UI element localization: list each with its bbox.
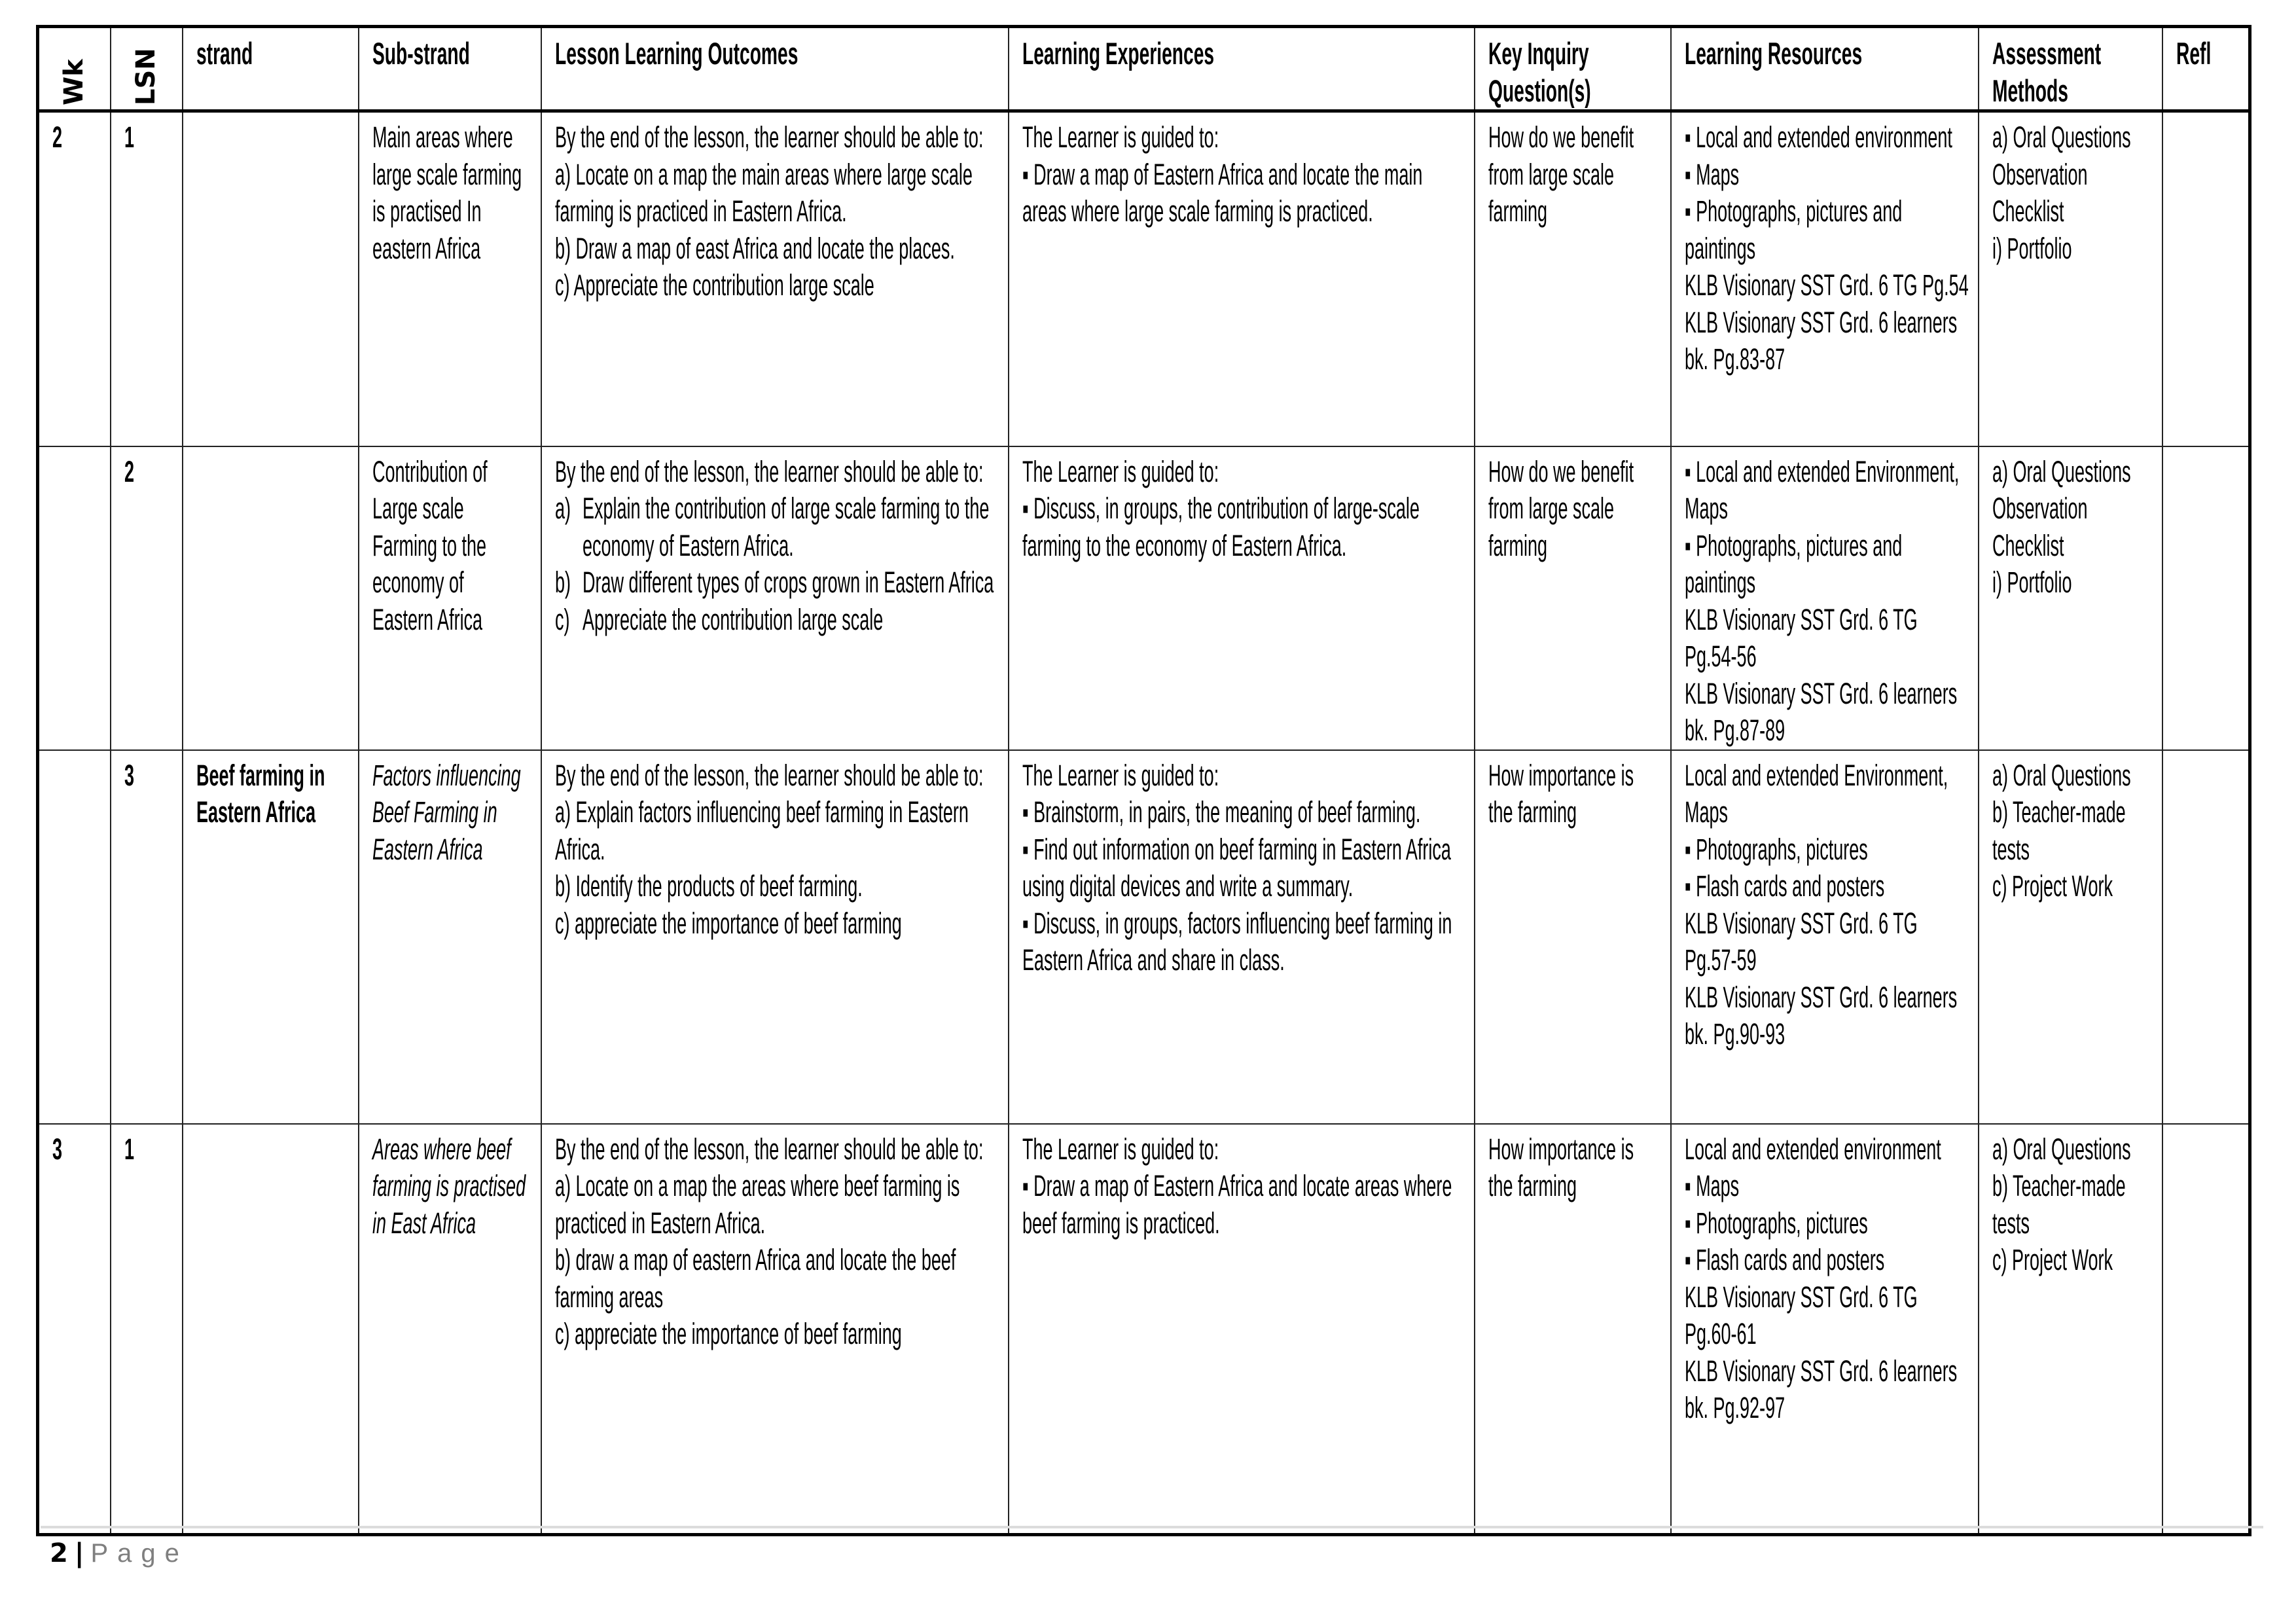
outcome-item: a) Locate on a map the areas where beef farming is practiced in Eastern Africa. bbox=[554, 1169, 960, 1240]
cell-reflection bbox=[2162, 750, 2250, 1124]
cell-experiences bbox=[1009, 750, 1475, 1124]
outcome-item: c) Appreciate the contribution large scale bbox=[554, 602, 883, 636]
cell-assessment bbox=[1979, 111, 2162, 446]
inquiry-question: How importance is the farming bbox=[1488, 1132, 1634, 1202]
assessment-item: Observation bbox=[1992, 492, 2088, 525]
experiences-block bbox=[1022, 119, 1466, 230]
outcomes-block bbox=[555, 757, 999, 943]
lesson-row bbox=[38, 446, 2250, 750]
outcome-item: b) Draw a map of east Africa and locate the places. bbox=[554, 231, 955, 265]
outcomes-intro: By the end of the lesson, the learner should be able to: bbox=[554, 454, 983, 488]
cell-reflection bbox=[2162, 111, 2250, 446]
cell-inquiry bbox=[1475, 750, 1671, 1124]
resource-item: KLB Visionary SST Grd. 6 learners bk. Pg.87-89 bbox=[1684, 676, 1957, 747]
assessment-list bbox=[1992, 454, 2153, 602]
experiences-block bbox=[1022, 454, 1466, 565]
outcome-item: b) Draw different types of crops grown in Eastern Africa bbox=[554, 566, 994, 599]
experiences-intro: The Learner is guided to: bbox=[1022, 454, 1219, 488]
experience-item: ▪ Draw a map of Eastern Africa and locate the main areas where large scale farming is practiced. bbox=[1022, 157, 1422, 228]
cell-outcomes bbox=[541, 111, 1009, 446]
sub-strand-text: Areas where beef farming is practised in East Africa bbox=[372, 1132, 526, 1240]
bullet-icon: ▪ bbox=[1022, 1169, 1029, 1202]
resource-item: ▪ Flash cards and posters bbox=[1684, 869, 1884, 903]
header-sub-strand: Sub-strand bbox=[359, 27, 541, 111]
resource-item: KLB Visionary SST Grd. 6 TG Pg.54-56 bbox=[1684, 602, 1918, 673]
cell-inquiry bbox=[1475, 111, 1671, 446]
lesson-number: 2 bbox=[124, 454, 134, 488]
sub-strand-text: Main areas where large scale farming is practised In eastern Africa bbox=[372, 120, 522, 265]
cell-outcomes bbox=[541, 750, 1009, 1124]
resource-item: ▪ Photographs, pictures bbox=[1684, 1206, 1868, 1240]
lesson-number: 1 bbox=[124, 1132, 134, 1166]
outcome-item: a) Explain the contribution of large scale farming to the economy of Eastern Africa. bbox=[554, 492, 989, 562]
bullet-icon: ▪ bbox=[1022, 832, 1029, 866]
resource-item: ▪ Photographs, pictures bbox=[1684, 832, 1868, 866]
header-outcomes: Lesson Learning Outcomes bbox=[541, 27, 1009, 111]
outcome-item: b) Identify the products of beef farming. bbox=[554, 869, 863, 903]
resource-item: KLB Visionary SST Grd. 6 TG Pg.54 bbox=[1684, 268, 1969, 302]
footer-divider bbox=[41, 1526, 2263, 1528]
experience-item: ▪ Discuss, in groups, the contribution of large-scale farming to the economy of Eastern Africa. bbox=[1022, 492, 1420, 562]
header-inquiry: Key Inquiry Question(s) bbox=[1475, 27, 1671, 111]
resource-item: ▪ Local and extended Environment, Maps bbox=[1684, 454, 1959, 525]
cell-outcomes bbox=[541, 1124, 1009, 1535]
experiences-intro: The Learner is guided to: bbox=[1022, 120, 1219, 154]
header-wk-label: Wk bbox=[58, 59, 89, 105]
assessment-item: Checklist bbox=[1992, 194, 2064, 228]
strand-text: Beef farming in Eastern Africa bbox=[196, 758, 325, 829]
outcomes-intro: By the end of the lesson, the learner should be able to: bbox=[554, 1132, 983, 1166]
outcomes-block bbox=[555, 119, 999, 304]
sub-strand-text: Factors influencing Beef Farming in Eastern Africa bbox=[372, 758, 521, 866]
header-reflection: Refl bbox=[2162, 27, 2250, 111]
resource-item: ▪ Maps bbox=[1684, 157, 1739, 191]
assessment-item: Checklist bbox=[1992, 528, 2064, 562]
page-label: Page bbox=[90, 1539, 188, 1568]
cell-sub-strand bbox=[359, 111, 541, 446]
bullet-icon: ▪ bbox=[1022, 492, 1029, 525]
bullet-icon: ▪ bbox=[1022, 795, 1029, 829]
cell-lesson bbox=[111, 750, 183, 1124]
resource-item: ▪ Maps bbox=[1684, 1169, 1739, 1202]
inquiry-question: How do we benefit from large scale farming bbox=[1488, 454, 1634, 562]
assessment-item: c) Project Work bbox=[1992, 869, 2113, 903]
outcome-item: c) appreciate the importance of beef farming bbox=[554, 1317, 902, 1350]
cell-assessment bbox=[1979, 750, 2162, 1124]
lesson-row bbox=[38, 111, 2250, 446]
header-resources: Learning Resources bbox=[1671, 27, 1979, 111]
assessment-item: i) Portfolio bbox=[1992, 566, 2072, 599]
outcomes-intro: By the end of the lesson, the learner should be able to: bbox=[554, 120, 983, 154]
resource-item: KLB Visionary SST Grd. 6 learners bk. Pg.92-97 bbox=[1684, 1354, 1957, 1424]
cell-strand bbox=[183, 446, 359, 750]
resources-list bbox=[1685, 119, 1971, 378]
experience-item: ▪ Draw a map of Eastern Africa and locate areas where beef farming is practiced. bbox=[1022, 1169, 1452, 1240]
outcome-item: c) appreciate the importance of beef farming bbox=[554, 906, 902, 940]
assessment-list bbox=[1992, 757, 2153, 905]
cell-week bbox=[38, 446, 111, 750]
header-assessment: Assessment Methods bbox=[1979, 27, 2162, 111]
resource-item: KLB Visionary SST Grd. 6 learners bk. Pg.90-93 bbox=[1684, 980, 1957, 1051]
cell-week bbox=[38, 750, 111, 1124]
experience-item: ▪ Brainstorm, in pairs, the meaning of beef farming. bbox=[1022, 795, 1420, 829]
lesson-row bbox=[38, 1124, 2250, 1535]
cell-reflection bbox=[2162, 446, 2250, 750]
resource-item: ▪ Photographs, pictures and paintings bbox=[1684, 194, 1902, 265]
header-lsn-label: LSN bbox=[130, 48, 161, 105]
cell-lesson bbox=[111, 111, 183, 446]
inquiry-question: How do we benefit from large scale farming bbox=[1488, 120, 1634, 228]
assessment-item: a) Oral Questions bbox=[1992, 758, 2131, 792]
assessment-item: c) Project Work bbox=[1992, 1243, 2113, 1276]
cell-resources bbox=[1671, 750, 1979, 1124]
experiences-intro: The Learner is guided to: bbox=[1022, 1132, 1219, 1166]
cell-resources bbox=[1671, 111, 1979, 446]
bullet-icon: ▪ bbox=[1022, 906, 1029, 940]
cell-assessment bbox=[1979, 1124, 2162, 1535]
cell-week bbox=[38, 111, 111, 446]
assessment-item: Observation bbox=[1992, 157, 2088, 191]
lesson-row bbox=[38, 750, 2250, 1124]
resource-item: ▪ Local and extended environment bbox=[1684, 120, 1952, 154]
assessment-item: b) Teacher-made tests bbox=[1992, 795, 2126, 866]
cell-inquiry bbox=[1475, 1124, 1671, 1535]
outcome-item: a) Locate on a map the main areas where large scale farming is practiced in Eastern Africa. bbox=[554, 157, 973, 228]
experiences-block bbox=[1022, 1131, 1466, 1242]
cell-inquiry bbox=[1475, 446, 1671, 750]
resources-list bbox=[1685, 454, 1971, 749]
bullet-icon: ▪ bbox=[1022, 157, 1029, 191]
cell-experiences bbox=[1009, 1124, 1475, 1535]
cell-resources bbox=[1671, 1124, 1979, 1535]
assessment-item: a) Oral Questions bbox=[1992, 120, 2131, 154]
assessment-item: b) Teacher-made tests bbox=[1992, 1169, 2126, 1240]
cell-strand bbox=[183, 1124, 359, 1535]
cell-strand bbox=[183, 111, 359, 446]
cell-reflection bbox=[2162, 1124, 2250, 1535]
outcome-item: b) draw a map of eastern Africa and locate the beef farming areas bbox=[554, 1243, 956, 1314]
cell-lesson bbox=[111, 446, 183, 750]
experiences-intro: The Learner is guided to: bbox=[1022, 758, 1219, 792]
resources-list bbox=[1685, 757, 1971, 1053]
cell-resources bbox=[1671, 446, 1979, 750]
footer-separator: | bbox=[74, 1538, 84, 1568]
header-strand: strand bbox=[183, 27, 359, 111]
cell-sub-strand bbox=[359, 446, 541, 750]
resource-item: KLB Visionary SST Grd. 6 TG Pg.57-59 bbox=[1684, 906, 1918, 977]
week-number: 3 bbox=[52, 1132, 63, 1166]
assessment-item: a) Oral Questions bbox=[1992, 454, 2131, 488]
cell-outcomes bbox=[541, 446, 1009, 750]
page-footer bbox=[50, 1538, 188, 1568]
week-number: 2 bbox=[52, 120, 63, 154]
resource-item: KLB Visionary SST Grd. 6 TG Pg.60-61 bbox=[1684, 1280, 1918, 1350]
header-experiences: Learning Experiences bbox=[1009, 27, 1475, 111]
header-wk bbox=[38, 27, 111, 111]
scheme-of-work-table bbox=[36, 25, 2251, 1536]
resource-item: ▪ Flash cards and posters bbox=[1684, 1243, 1884, 1276]
inquiry-question: How importance is the farming bbox=[1488, 758, 1634, 829]
outcome-item: c) Appreciate the contribution large scale bbox=[554, 268, 874, 302]
cell-week bbox=[38, 1124, 111, 1535]
lesson-number: 3 bbox=[124, 758, 134, 792]
sub-strand-text: Contribution of Large scale Farming to the economy of Eastern Africa bbox=[372, 454, 488, 636]
outcomes-block bbox=[555, 1131, 999, 1353]
experience-item: ▪ Discuss, in groups, factors influencing beef farming in Eastern Africa and share in class. bbox=[1022, 906, 1452, 977]
experiences-block bbox=[1022, 757, 1466, 979]
assessment-list bbox=[1992, 119, 2153, 267]
assessment-item: a) Oral Questions bbox=[1992, 1132, 2131, 1166]
resource-item: KLB Visionary SST Grd. 6 learners bk. Pg.83-87 bbox=[1684, 305, 1957, 376]
cell-strand bbox=[183, 750, 359, 1124]
resource-item: ▪ Photographs, pictures and paintings bbox=[1684, 528, 1902, 599]
lesson-number: 1 bbox=[124, 120, 134, 154]
resource-item: Local and extended Environment, Maps bbox=[1684, 758, 1948, 829]
experience-item: ▪ Find out information on beef farming in Eastern Africa using digital devices and write a summary. bbox=[1022, 832, 1451, 903]
outcome-item: a) Explain factors influencing beef farming in Eastern Africa. bbox=[554, 795, 969, 866]
header-row bbox=[38, 27, 2250, 111]
assessment-item: i) Portfolio bbox=[1992, 231, 2072, 265]
page-number: 2 bbox=[50, 1538, 68, 1568]
resource-item: Local and extended environment bbox=[1684, 1132, 1941, 1166]
resources-list bbox=[1685, 1131, 1971, 1427]
cell-experiences bbox=[1009, 111, 1475, 446]
assessment-list bbox=[1992, 1131, 2153, 1279]
header-lsn bbox=[111, 27, 183, 111]
cell-assessment bbox=[1979, 446, 2162, 750]
cell-experiences bbox=[1009, 446, 1475, 750]
outcomes-intro: By the end of the lesson, the learner should be able to: bbox=[554, 758, 983, 792]
cell-sub-strand bbox=[359, 750, 541, 1124]
cell-sub-strand bbox=[359, 1124, 541, 1535]
outcomes-block bbox=[555, 454, 999, 639]
cell-lesson bbox=[111, 1124, 183, 1535]
